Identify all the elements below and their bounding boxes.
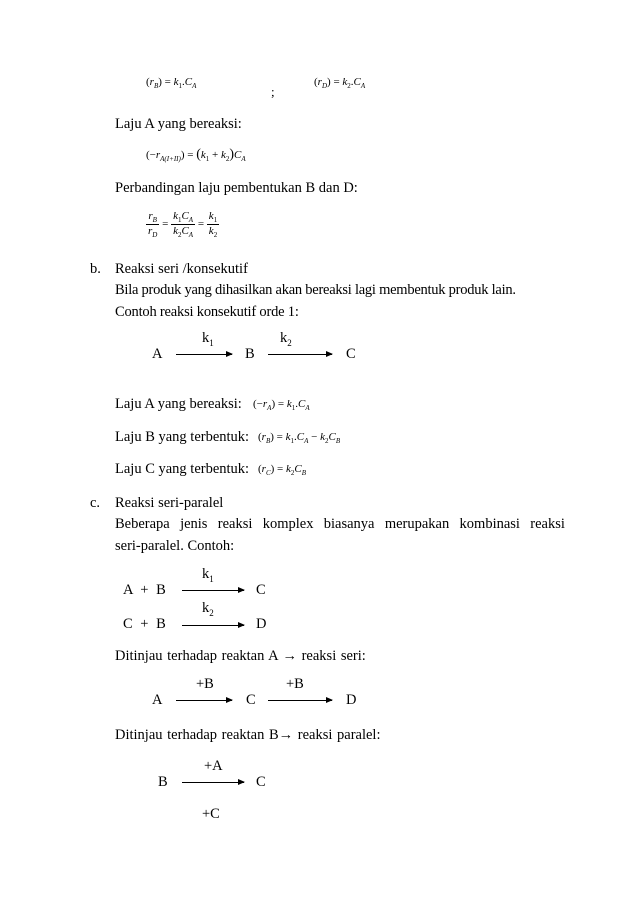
separator: ; bbox=[271, 84, 275, 99]
eq-laju-c-seri: $(r_C) = k_2C_B$ bbox=[258, 463, 307, 478]
r2-reactants: C + B bbox=[123, 616, 166, 632]
k2-label: $k_2$ bbox=[280, 330, 292, 348]
section-b-line1: Bila produk yang dihasilkan akan bereaksi lagi membentuk produk lain. bbox=[115, 282, 516, 298]
node-b: B bbox=[245, 346, 255, 362]
perbandingan-label: Perbandingan laju pembentukan B dan D: bbox=[115, 180, 358, 196]
laju-a-label: Laju A yang bereaksi: bbox=[115, 116, 242, 132]
ditinjau-a: Ditinjau terhadap reaktan A → reaksi seri: bbox=[115, 648, 366, 664]
laju-c-terbentuk: Laju C yang terbentuk: bbox=[115, 461, 250, 477]
eq-rate-b: $(r_B) = k_1.C_A$ bbox=[146, 76, 197, 91]
paralel-label-top: +A bbox=[204, 758, 223, 774]
eq-laju-a-seri: $(-r_A) = k_1.C_A$ bbox=[253, 398, 310, 413]
eq-laju-a: $(-r_{A(I+II)}) = (k_1 + k_2)C_A$ bbox=[146, 147, 246, 164]
seri-label-1: +B bbox=[196, 676, 214, 692]
section-b-marker: b. bbox=[90, 261, 101, 277]
section-b-title: Reaksi seri /konsekutif bbox=[115, 261, 248, 277]
paralel-label-bottom: +C bbox=[202, 806, 220, 822]
paralel-node-b: B bbox=[158, 774, 168, 790]
eq-ratio: $\frac{r_B}{r_D}$ = $\frac{k_1C_A}{k_2C_A}$ = $\frac{k_1}{k_2}$ bbox=[148, 210, 218, 240]
seri-arrow-1 bbox=[176, 700, 232, 701]
arrow-a-b bbox=[176, 354, 232, 355]
section-c-line2: seri-paralel. Contoh: bbox=[115, 538, 235, 554]
section-c-title: Reaksi seri-paralel bbox=[115, 495, 224, 511]
seri-arrow-2 bbox=[268, 700, 332, 701]
paralel-arrow bbox=[182, 782, 244, 783]
laju-b-terbentuk: Laju B yang terbentuk: bbox=[115, 429, 250, 445]
r1-product: C bbox=[256, 582, 266, 598]
section-c-marker: c. bbox=[90, 495, 101, 511]
r1-arrow bbox=[182, 590, 244, 591]
r2-k-label: $k_2$ bbox=[202, 600, 214, 618]
eq-rate-d: $(r_D) = k_2.C_A$ bbox=[314, 76, 366, 91]
section-b-line2: Contoh reaksi konsekutif orde 1: bbox=[115, 304, 299, 320]
r1-reactants: A + B bbox=[123, 582, 166, 598]
ditinjau-b: Ditinjau terhadap reaktan B→ reaksi paralel: bbox=[115, 727, 381, 743]
laju-a-bereaksi: Laju A yang bereaksi: bbox=[115, 396, 242, 412]
node-a: A bbox=[152, 346, 163, 362]
section-c-line1: Beberapa jenis reaksi komplex biasanya merupakan kombinasi reaksi bbox=[115, 516, 565, 532]
paralel-node-c: C bbox=[256, 774, 266, 790]
seri-node-a: A bbox=[152, 692, 163, 708]
eq-laju-b-seri: $(r_B) = k_1.C_A - k_2C_B$ bbox=[258, 431, 341, 446]
k1-label: $k_1$ bbox=[202, 330, 214, 348]
node-c: C bbox=[346, 346, 356, 362]
r2-arrow bbox=[182, 625, 244, 626]
seri-node-d: D bbox=[346, 692, 357, 708]
arrow-b-c bbox=[268, 354, 332, 355]
r1-k-label: $k_1$ bbox=[202, 566, 214, 584]
seri-label-2: +B bbox=[286, 676, 304, 692]
r2-product: D bbox=[256, 616, 267, 632]
seri-node-c: C bbox=[246, 692, 256, 708]
